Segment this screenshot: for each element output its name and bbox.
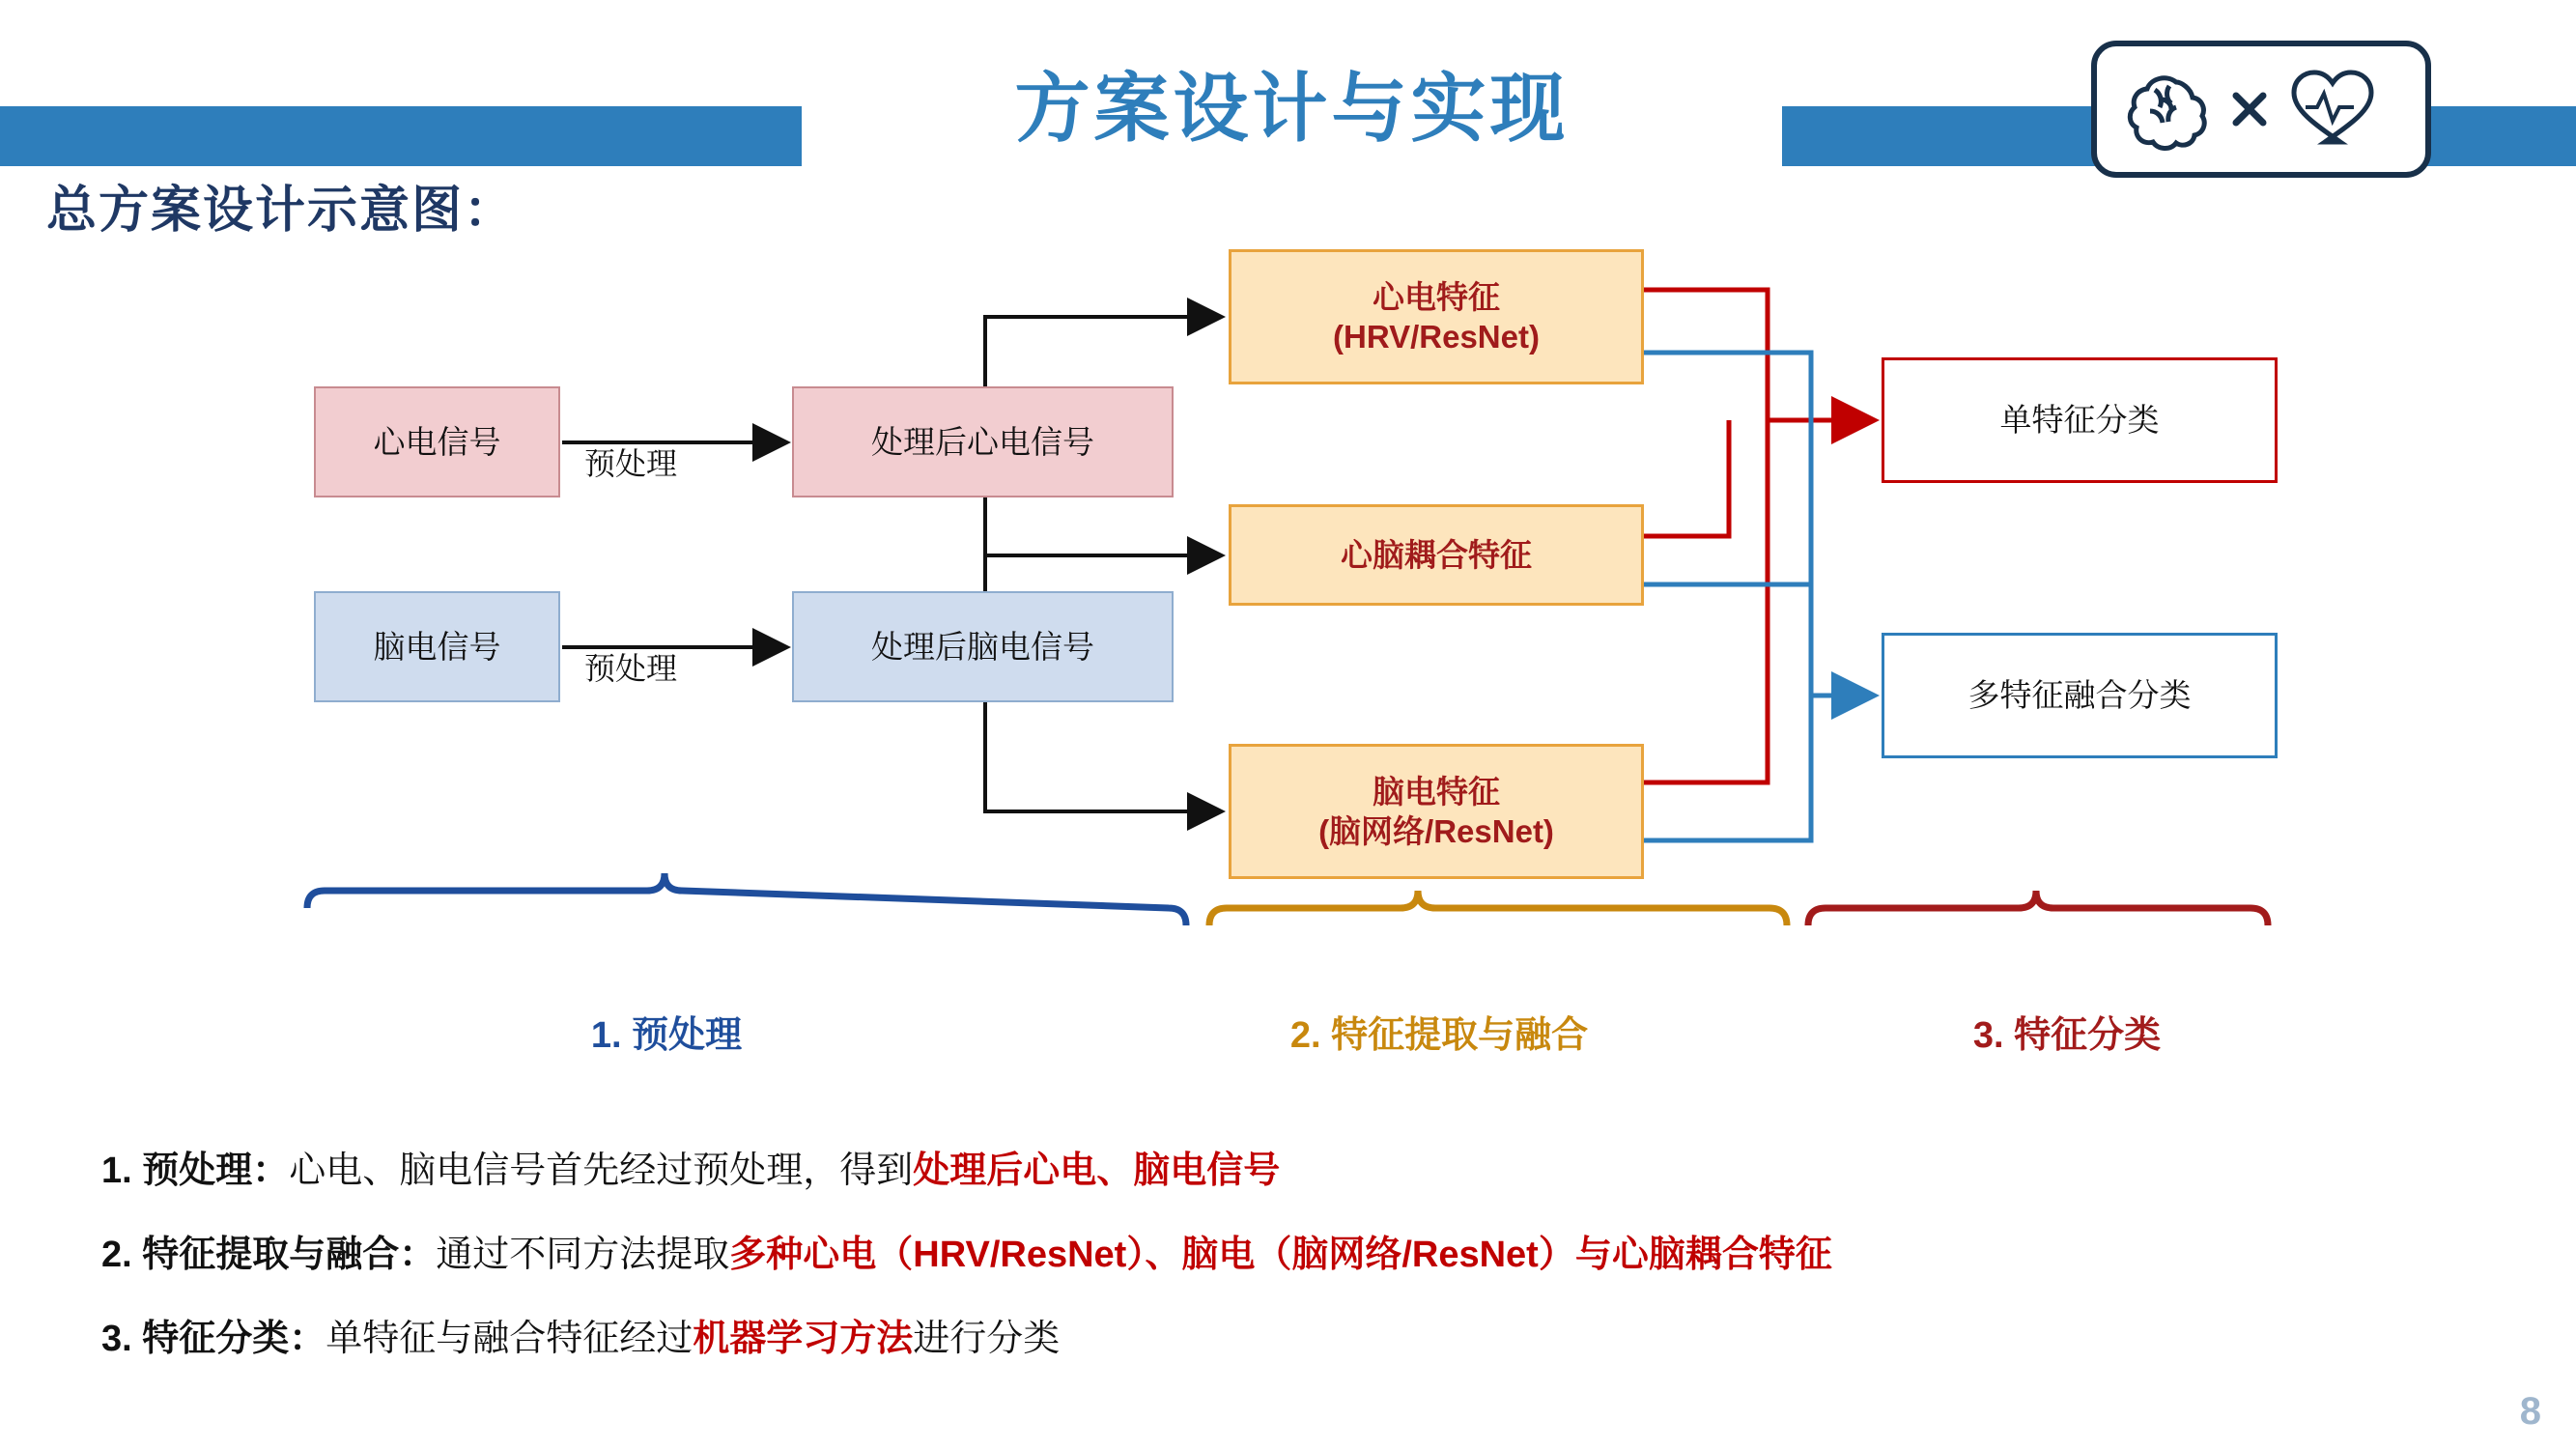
bullet-item-2 — [101, 1224, 2526, 1277]
section-subtitle: 总方案设计示意图： — [46, 183, 517, 239]
multi-feature-fusion-classification-box: 多特征融合分类 — [1882, 633, 2278, 758]
bullet-1-text: 心电、脑电信号首先经过预处理，得到 — [289, 1151, 914, 1191]
processed-eeg-box: 处理后脑电信号 — [792, 591, 1174, 702]
eeg-signal-box: 脑电信号 — [314, 591, 560, 702]
brain-heart-logo-icon — [2091, 41, 2431, 178]
stage-label-feature: 2. 特征提取与融合 — [1289, 1015, 1589, 1056]
bullet-2-text: 通过不同方法提取 — [436, 1235, 730, 1275]
bullet-1-sep: ： — [252, 1151, 290, 1191]
feature-eeg-line2: (脑网络/ResNet) — [1318, 813, 1554, 849]
bullet-2-sep: ： — [399, 1235, 437, 1275]
preprocess-label-ecg: 预处理 — [584, 446, 678, 481]
processed-ecg-box: 处理后心电信号 — [792, 386, 1174, 497]
feature-coupling-box: 心脑耦合特征 — [1229, 504, 1644, 606]
bullet-3-num: 3. 特征分类 — [101, 1319, 290, 1359]
ecg-signal-box: 心电信号 — [314, 386, 560, 497]
feature-eeg-line1: 脑电特征 — [1372, 773, 1500, 810]
feature-ecg-box — [1229, 249, 1644, 384]
feature-eeg-box — [1229, 744, 1644, 879]
preprocess-label-eeg: 预处理 — [584, 651, 678, 686]
feature-ecg-line1: 心电特征 — [1373, 278, 1500, 315]
bullet-list — [101, 1140, 2526, 1392]
bullet-2-num: 2. 特征提取与融合 — [101, 1235, 400, 1275]
stage-label-preprocess: 1. 预处理 — [590, 1015, 743, 1056]
bullet-2-highlight: 多种心电（HRV/ResNet）、脑电（脑网络/ResNet）与心脑耦合特征 — [729, 1235, 1832, 1275]
header-bar-left — [0, 106, 802, 166]
bullet-3-sep: ： — [289, 1319, 326, 1359]
page-title: 方案设计与实现 — [1014, 66, 1570, 151]
page-number: 8 — [2519, 1390, 2541, 1433]
single-feature-classification-box: 单特征分类 — [1882, 357, 2278, 483]
bullet-3-text: 单特征与融合特征经过 — [326, 1319, 694, 1359]
bullet-item-1 — [101, 1140, 2526, 1193]
bullet-3-tail: 进行分类 — [913, 1319, 1061, 1359]
stage-label-classify: 3. 特征分类 — [1972, 1015, 2162, 1056]
bullet-1-num: 1. 预处理 — [101, 1151, 253, 1191]
bullet-3-highlight: 机器学习方法 — [693, 1319, 914, 1359]
feature-ecg-line2: (HRV/ResNet) — [1333, 319, 1540, 355]
bullet-item-3 — [101, 1308, 2526, 1361]
bullet-1-highlight: 处理后心电、脑电信号 — [913, 1151, 1281, 1191]
